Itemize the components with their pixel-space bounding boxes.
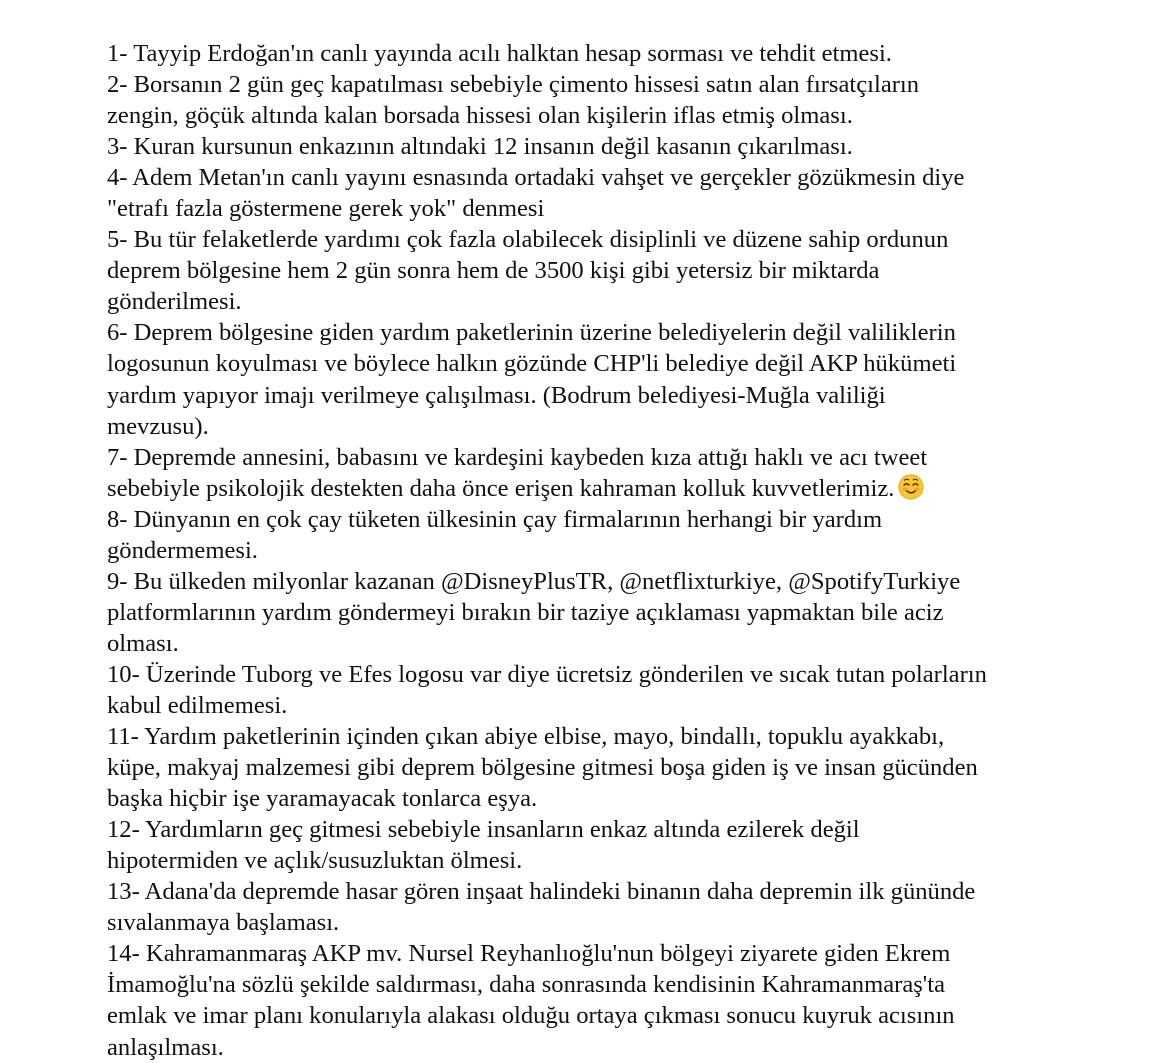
list-item-9: 9- Bu ülkeden milyonlar kazanan @DisneyPlusTR, @netflixturkiye, @SpotifyTurkiye platformlarının yardım göndermeyi bırakın bir taziye açıklaması yapmaktan bile aciz olması.: [107, 567, 961, 657]
list-item-13: 13- Adana'da depremde hasar gören inşaat halindeki binanın daha depremin ilk gününde sıvalanmaya başlaması.: [107, 878, 976, 937]
list-item-10: 10- Üzerinde Tuborg ve Efes logosu var diye ücretsiz gönderilen ve sıcak tutan polarların kabul edilmemesi.: [107, 660, 987, 719]
list-item-1: 1- Tayyip Erdoğan'ın canlı yayında acılı halktan hesap sorması ve tehdit etmesi.: [107, 40, 892, 67]
list-item-2: 2- Borsanın 2 gün geç kapatılması sebebiyle çimento hissesi satın alan fırsatçıların zengin, göçük altında kalan borsada hissesi olan kişilerin iflas etmiş olması.: [107, 71, 920, 130]
list-item-4: 4- Adem Metan'ın canlı yayını esnasında ortadaki vahşet ve gerçekler gözükmesin diye "etrafı fazla göstermene gerek yok" denmesi: [107, 164, 965, 223]
list-item-7: [107, 442, 1107, 504]
smiling-face-emoji-icon: [898, 474, 924, 500]
list-item-6: 6- Deprem bölgesine giden yardım paketlerinin üzerine belediyelerin değil valiliklerin logosunun koyulması ve böylece halkın gözünde CHP'li belediye değil AKP hükümeti yardım yapıyor imajı verilmeye çalışılması. (Bodrum belediyesi-Muğla valiliği mevzusu).: [107, 319, 957, 440]
list-item-5: 5- Bu tür felaketlerde yardımı çok fazla olabilecek disiplinli ve düzene sahip ordunun deprem bölgesine hem 2 gün sonra hem de 3500 kişi gibi yetersiz bir miktarda gönderilmesi.: [107, 226, 949, 316]
list-item-3: 3- Kuran kursunun enkazının altındaki 12 insanın değil kasanın çıkarılması.: [107, 133, 853, 161]
list-item-7-text: 7- Depremde annesini, babasını ve kardeşini kaybeden kıza attığı haklı ve acı tweet sebebiyle psikolojik destekten daha önce erişen kahraman kolluk kuvvetlerimiz.: [107, 443, 928, 502]
list-item-14: 14- Kahramanmaraş AKP mv. Nursel Reyhanlıoğlu'nun bölgeyi ziyarete giden Ekrem İmamoğlu'na sözlü şekilde saldırması, daha sonrasında kendisinin Kahramanmaraş'ta emlak ve imar planı konularıyla alakası olduğu ortaya çıkması sonucu kuyruk acısının anlaşılması.: [107, 940, 955, 1061]
list-item-12: 12- Yardımların geç gitmesi sebebiyle insanların enkaz altında ezilerek değil hipotermiden ve açlık/susuzluktan ölmesi.: [107, 816, 860, 875]
list-item-8: 8- Dünyanın en çok çay tüketen ülkesinin çay firmalarının herhangi bir yardım göndermemesi.: [107, 505, 883, 564]
list-item-11: 11- Yardım paketlerinin içinden çıkan abiye elbise, mayo, bindallı, topuklu ayakkabı, küpe, makyaj malzemesi gibi deprem bölgesine gitmesi boşa giden iş ve insan gücünden başka hiçbir işe yaramayacak tonlarca eşya.: [107, 723, 978, 813]
document-text: [107, 38, 1107, 1063]
